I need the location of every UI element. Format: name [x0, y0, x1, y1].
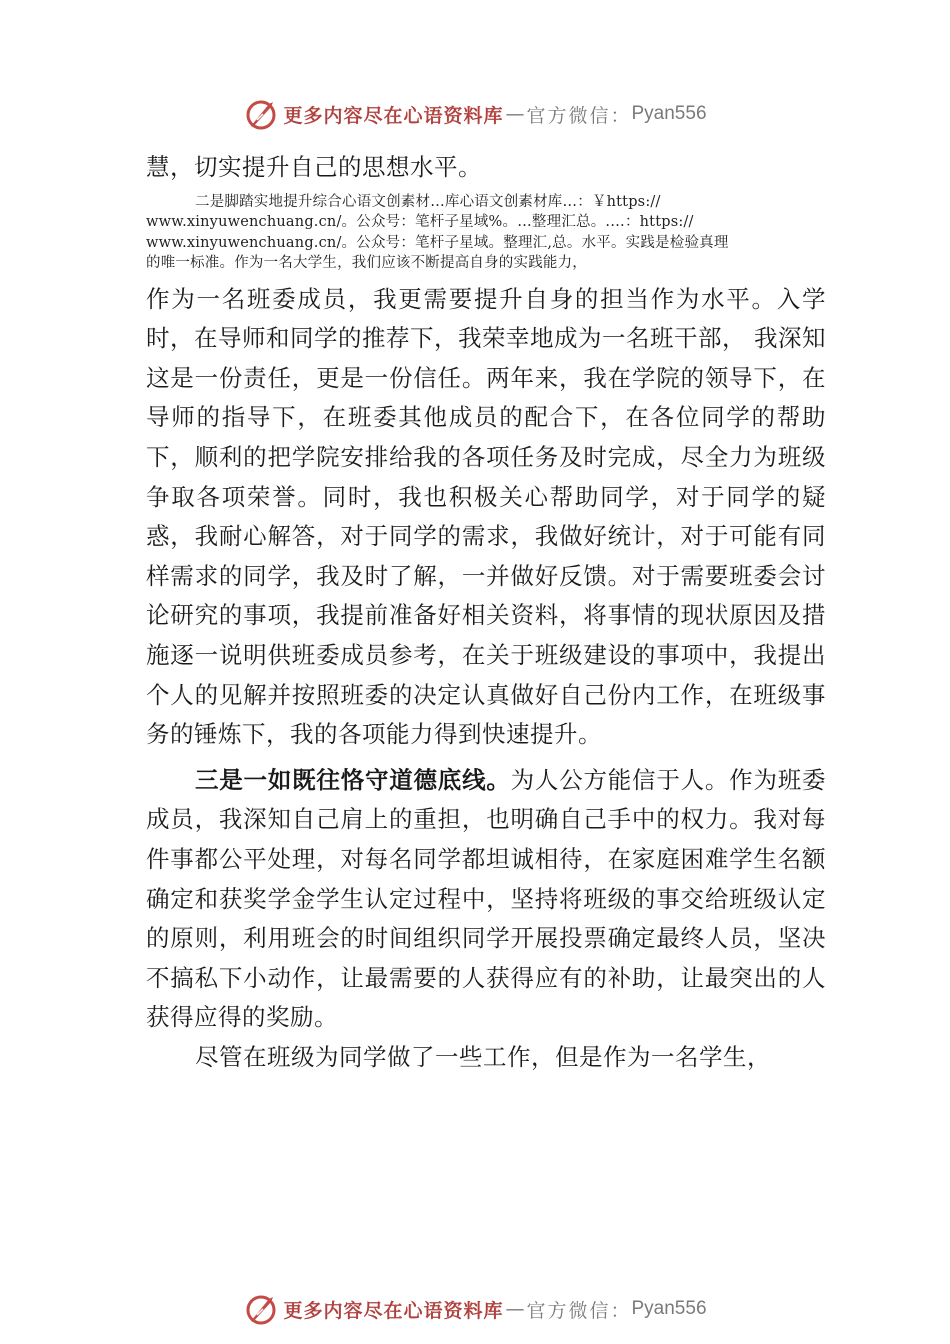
- paragraph-5: 尽管在班级为同学做了一些工作，但是作为一名学生，: [195, 1042, 771, 1071]
- footer-wechat-id: Pyan556: [631, 1298, 707, 1319]
- document-body: [146, 148, 826, 1077]
- paragraph-2-small: [146, 192, 826, 274]
- paragraph-4-lead: 三是一如既往恪守道德底线。: [195, 765, 511, 794]
- footer-banner-text: 更多内容尽在心语资料库: [283, 1299, 504, 1322]
- header-wechat-id: Pyan556: [631, 103, 707, 124]
- small-line-1: 二是脚踏实地提升综合心语文创素材…库心语文创素材库…：￥https://: [195, 193, 661, 210]
- footer-wechat-label: 官方微信：: [526, 1299, 632, 1322]
- header-wechat-label: 官方微信：: [526, 104, 632, 127]
- quill-pen-logo-icon: [243, 1291, 279, 1327]
- paragraph-1: 慧，切实提升自己的思想水平。: [146, 153, 482, 181]
- footer-banner-separator: —: [505, 1298, 525, 1320]
- small-line-3: www.xinyuwenchuang.cn/。公众号：笔杆子星域。整理汇,总。水平。实践是检验真理: [146, 234, 729, 251]
- small-line-4: 的唯一标准。作为一名大学生，我们应该不断提高自身的实践能力，: [146, 255, 587, 272]
- paragraph-3: 作为一名班委成员，我更需要提升自身的担当作为水平。入学时，在导师和同学的推荐下，我荣幸地成为一名班干部， 我深知这是一份责任，更是一份信任。两年来，我在学院的领导下，在导师的指导下，在班委其他成员的配合下，在各位同学的帮助下，顺利的把学院安排给我的各项任务及时完成，尽全力为班级争取各项荣誉。同时，我也积极关心帮助同学，对于同学的疑惑，我耐心解答，对于同学的需求，我做好统计，对于可能有同样需求的同学，我及时了解，一并做好反馈。对于需要班委会讨论研究的事项，我提前准备好相关资料，将事情的现状原因及措施逐一说明供班委成员参考，在关于班级建设的事项中，我提出个人的见解并按照班委的决定认真做好自己份内工作，在班级事务的锤炼下，我的各项能力得到快速提升。: [146, 284, 826, 749]
- header-banner-text: 更多内容尽在心语资料库: [283, 104, 504, 127]
- footer-banner: [0, 1287, 950, 1331]
- header-banner-separator: —: [505, 103, 525, 125]
- small-line-2: www.xinyuwenchuang.cn/。公众号：笔杆子星域%。…整理汇总。.…：https://: [146, 214, 694, 231]
- paragraph-4-rest: 为人公方能信于人。作为班委成员，我深知自己肩上的重担，也明确自己手中的权力。我对每件事都公平处理，对每名同学都坦诚相待，在家庭困难学生名额确定和获奖学金学生认定过程中，坚持将班级的事交给班级认定的原则，利用班会的时间组织同学开展投票确定最终人员，坚决不搞私下小动作，让最需要的人获得应有的补助，让最突出的人获得应得的奖励。: [146, 765, 827, 1032]
- quill-pen-logo-icon: [243, 96, 279, 132]
- header-banner: [0, 92, 950, 136]
- paragraph-4: [146, 761, 826, 1038]
